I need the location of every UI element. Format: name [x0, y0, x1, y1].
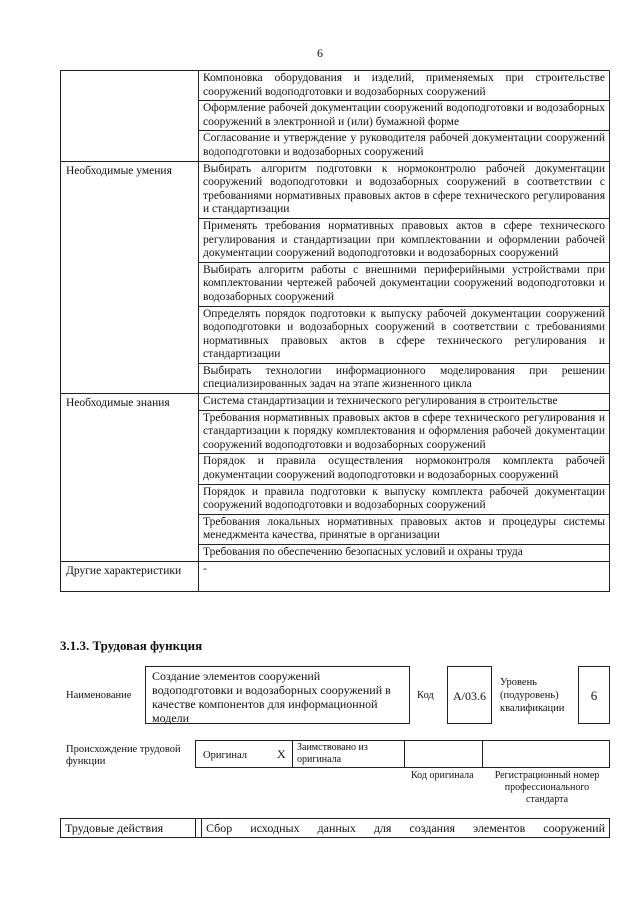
- table-row: [61, 561, 610, 591]
- code-value-box: [447, 666, 492, 724]
- borrowed-label: Заимствовано из оригинала: [297, 742, 368, 765]
- function-name-box: [145, 666, 410, 724]
- table-cell: Выбирать технологии информационного моделирования при решении специализированных задач на этапе жизненного цикла: [199, 363, 610, 393]
- original-mark: X: [277, 747, 286, 761]
- origin-code-label: Код оригинала: [411, 770, 474, 781]
- name-label: Наименование: [66, 690, 132, 701]
- row-label-other: Другие характеристики: [61, 561, 199, 591]
- table-cell: Согласование и утверждение у руководителя рабочей документации сооружений водоподготовки и водозаборных сооружений: [199, 131, 610, 161]
- competency-table: [60, 70, 610, 592]
- table-cell: Порядок и правила подготовки к выпуску комплекта рабочей документации сооружений водоподготовки и водозаборных сооружений: [199, 484, 610, 514]
- origin-divider-3: [482, 740, 483, 768]
- code-label: Код: [417, 690, 434, 701]
- original-label: Оригинал: [203, 750, 247, 761]
- origin-label: Происхождение трудовой функции: [66, 744, 181, 767]
- table-cell: Компоновка оборудования и изделий, применяемых при строительстве сооружений водоподготовки и водозаборных сооружений: [199, 71, 610, 101]
- function-name-value: Создание элементов сооружений водоподготовки и водозаборных сооружений в качестве компонентов для информационной модели: [152, 669, 391, 725]
- section-title: 3.1.3. Трудовая функция: [60, 638, 203, 653]
- table-cell: Требования по обеспечению безопасных условий и охраны труда: [199, 545, 610, 562]
- row-label-knowledge: Необходимые знания: [61, 394, 199, 562]
- row-label-skills: Необходимые умения: [61, 161, 199, 394]
- origin-divider-2: [404, 740, 405, 768]
- table-cell: Требования локальных нормативных правовых актов и процедуры системы менеджмента качества, принятые в организации: [199, 514, 610, 544]
- page-number: 6: [317, 46, 323, 60]
- table-cell: Определять порядок подготовки к выпуску рабочей документации сооружений водоподготовки и водозаборных сооружений в соответствии с требованиями нормативных правовых актов в сфере технического регулирования и стандартизации: [199, 306, 610, 363]
- table-row: [61, 394, 610, 411]
- code-value: A/03.6: [453, 689, 486, 703]
- table-row: [61, 161, 610, 218]
- labor-actions-text: Сбор исходных данных для создания элементов сооружений: [201, 819, 609, 837]
- level-value-box: [578, 666, 610, 724]
- level-value: 6: [590, 688, 598, 703]
- table-cell: Оформление рабочей документации сооружений водоподготовки и водозаборных сооружений в электронной и (или) бумажной форме: [199, 101, 610, 131]
- table-cell: Выбирать алгоритм работы с внешними периферийными устройствами при комплектовании чертежей рабочей документации сооружений водоподготовки и водозаборных сооружений: [199, 262, 610, 306]
- table-cell: Система стандартизации и технического регулирования в строительстве: [199, 394, 610, 411]
- table-cell: -: [199, 561, 610, 591]
- table-cell: Применять требования нормативных правовых актов в сфере технического регулирования и стандартизации при комплектовании и оформлении рабочей документации сооружений водоподготовки и водозаборных сооружений: [199, 218, 610, 262]
- origin-divider-1: [292, 740, 293, 768]
- reg-number-label: Регистрационный номер профессионального стандарта: [494, 770, 600, 805]
- table-cell: Требования нормативных правовых актов в сфере технического регулирования и стандартизации к порядку комплектования и оформления рабочей документации сооружений водоподготовки и водозаборных сооружений: [199, 410, 610, 454]
- table-cell: Выбирать алгоритм подготовки к нормоконтролю рабочей документации сооружений водоподготовки и водозаборных сооружений в соответствии с требованиями нормативных правовых актов в сфере технического регулирования и стандартизации: [199, 161, 610, 218]
- labor-actions-row: [60, 818, 610, 838]
- labor-actions-label: Трудовые действия: [61, 819, 196, 837]
- origin-table: [195, 740, 610, 768]
- table-cell: Порядок и правила осуществления нормоконтроля комплекта рабочей документации сооружений водоподготовки и водозаборных сооружений: [199, 454, 610, 484]
- level-label: Уровень (подуровень) квалификации: [500, 677, 565, 714]
- row-label-empty: [61, 71, 199, 162]
- table-row: [61, 71, 610, 101]
